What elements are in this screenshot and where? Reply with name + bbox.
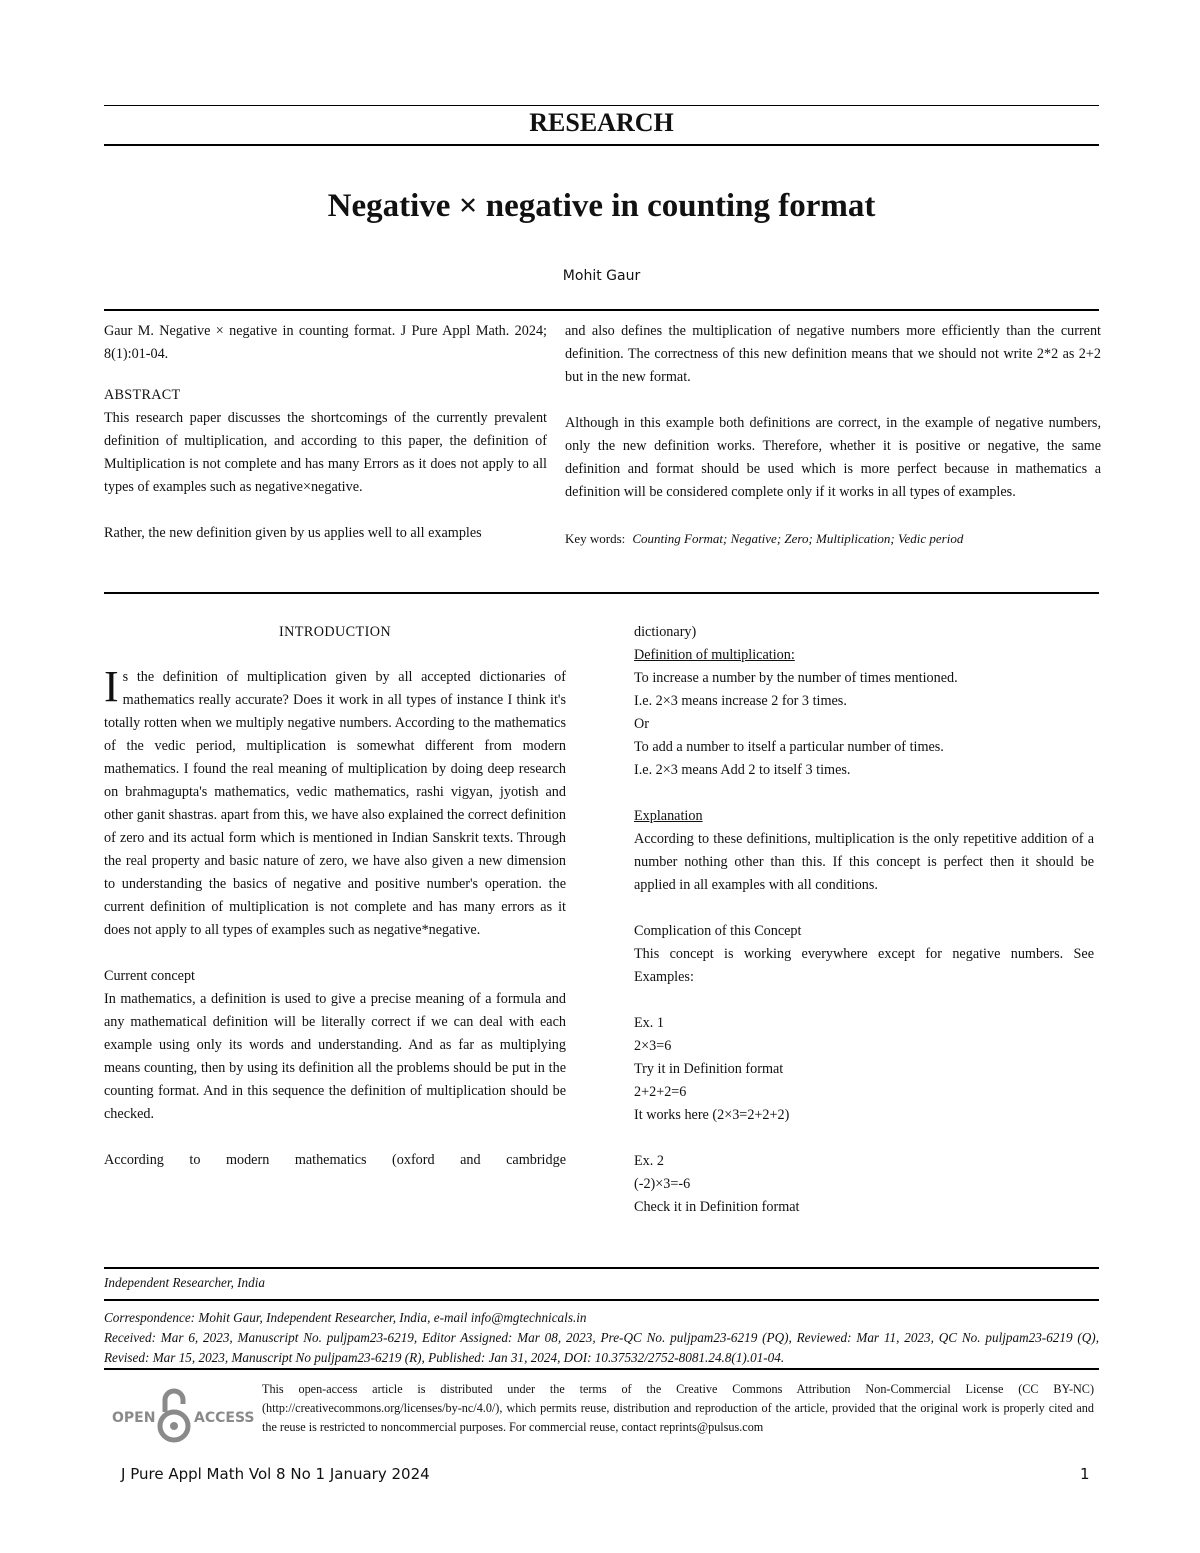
example-1-equation: 2×3=6 [634, 1038, 672, 1054]
introduction-heading: INTRODUCTION [279, 624, 391, 640]
keywords-values: Counting Format; Negative; Zero; Multiplication; Vedic period [632, 531, 964, 546]
abstract-paragraph: This research paper discusses the shortcomings of the currently prevalent definition of multiplication, and according to this paper, the definition of Multiplication is not complete and has many Errors as it does not apply to all types of examples such as negative×negative. [104, 410, 547, 495]
license-text: This open-access article is distributed under the terms of the Creative Commons Attribution Non-Commercial License (CC BY-NC) (http://creativecommons.org/licenses/by-nc/4.0/), which permits reuse, distribution and reproduction of the article, provided that the original work is properly cited and the reuse is restricted to noncommercial purposes. For commercial reuse, contact reprints@pulsus.com [262, 1382, 1094, 1434]
introduction-paragraph [104, 662, 566, 942]
correspondence: Correspondence: Mohit Gaur, Independent Researcher, India, e-mail info@mgtechnicals.in [104, 1310, 587, 1325]
example-2-instruction: Check it in Definition format [634, 1199, 800, 1215]
footnote-top-rule [104, 1267, 1099, 1269]
abstract-paragraph: Rather, the new definition given by us applies well to all examples [104, 525, 482, 541]
publication-dates: Received: Mar 6, 2023, Manuscript No. puljpam23-6219, Editor Assigned: Mar 08, 2023, Pre-QC No. puljpam23-6219 (PQ), Reviewed: Mar 11, 2023, QC No. puljpam23-6219 (Q), Revised: Mar 15, 2023, Manuscript No puljpam23-6219 (R), Published: Jan 31, 2024, DOI: 10.37532/2752-8081.24.8(1).01-04. [104, 1330, 1099, 1365]
modern-math-paragraph: According to modern mathematics (oxford and cambridge [104, 1152, 566, 1168]
open-label: OPEN [112, 1410, 156, 1426]
keywords [565, 527, 1101, 551]
definition-1-example: I.e. 2×3 means increase 2 for 3 times. [634, 693, 847, 709]
abstract-top-rule [104, 309, 1099, 311]
modern-math-continued: dictionary) [634, 624, 697, 640]
page-number: 1 [1080, 1465, 1090, 1483]
introduction-text: s the definition of multiplication given by all accepted dictionaries of mathematics really accurate? Does it work in all types of instance I think it's totally rotten when we multiply negative numbers. According to the mathematics of the vedic period, multiplication is somewhat different from modern mathematics. I found the real meaning of multiplication by doing deep research on brahmagupta's mathematics, vedic mathematics, rashi vigyan, jyotish and other ganit shastras. apart from this, we have also explained the correct definition of zero and its actual form which is mentioned in Indian Sanskrit texts. Through the real property and basic nature of zero, we have also given a new dimension to understanding the basics of negative and positive number's operation. the current definition of multiplication is not complete and has many errors as it does not apply to all types of examples such as negative*negative. [104, 669, 566, 938]
complication-paragraph: This concept is working everywhere except for negative numbers. See Examples: [634, 946, 1094, 985]
explanation-paragraph: According to these definitions, multiplication is the only repetitive addition of a number nothing other than this. If this concept is perfect then it should be applied in all examples with all conditions. [634, 831, 1094, 893]
current-concept-heading: Current concept [104, 968, 195, 984]
footnote-mid-rule [104, 1299, 1099, 1301]
keywords-label: Key words: [565, 531, 626, 546]
citation: Gaur M. Negative × negative in counting format. J Pure Appl Math. 2024; 8(1):01-04. [104, 323, 547, 362]
open-lock-icon [157, 1388, 191, 1444]
example-2-equation: (-2)×3=-6 [634, 1176, 691, 1192]
author-name: Mohit Gaur [562, 268, 641, 284]
footnote-bottom-rule [104, 1368, 1099, 1370]
definition-1: To increase a number by the number of times mentioned. [634, 670, 958, 686]
abstract-bottom-rule [104, 592, 1099, 594]
top-rule [104, 105, 1099, 106]
drop-cap: I [104, 662, 119, 711]
abstract-paragraph: Although in this example both definitions are correct, in the example of negative numbers, only the new definition works. Therefore, whether it is positive or negative, the same definition and format should be used which is more perfect because in mathematics a definition will be considered complete only if it works in all types of examples. [565, 415, 1101, 500]
body-right-column [634, 621, 1094, 1219]
abstract-left-column [104, 320, 547, 545]
example-1-instruction: Try it in Definition format [634, 1061, 784, 1077]
affiliation: Independent Researcher, India [104, 1275, 266, 1290]
example-2-label: Ex. 2 [634, 1153, 664, 1169]
access-label: ACCESS [194, 1410, 255, 1426]
example-1-result: It works here (2×3=2+2+2) [634, 1107, 790, 1123]
definition-2-example: I.e. 2×3 means Add 2 to itself 3 times. [634, 762, 851, 778]
journal-footer: J Pure Appl Math Vol 8 No 1 January 2024 [121, 1465, 430, 1483]
definition-heading: Definition of multiplication: [634, 647, 795, 663]
example-1-sum: 2+2+2=6 [634, 1084, 687, 1100]
section-rule [104, 144, 1099, 146]
or-text: Or [634, 716, 649, 732]
abstract-paragraph: and also defines the multiplication of negative numbers more efficiently than the current definition. The correctness of this new definition means that we should not write 2*2 as 2+2 but in the new format. [565, 323, 1101, 385]
open-access-logo [110, 1386, 260, 1444]
article-title: Negative × negative in counting format [327, 188, 876, 224]
section-label: RESEARCH [529, 108, 674, 137]
abstract-right-column [565, 320, 1101, 551]
example-1-label: Ex. 1 [634, 1015, 664, 1031]
body-left-column [104, 621, 566, 1172]
definition-2: To add a number to itself a particular number of times. [634, 739, 944, 755]
abstract-heading: ABSTRACT [104, 387, 181, 403]
current-concept-paragraph: In mathematics, a definition is used to give a precise meaning of a formula and any mathematical definition will be literally correct if we can deal with each example using only its words and understanding. And as far as multiplying means counting, then by using its definition all the problems should be put in the counting format. And in this sequence the definition of multiplication should be checked. [104, 991, 566, 1122]
complication-heading: Complication of this Concept [634, 923, 802, 939]
explanation-heading: Explanation [634, 808, 703, 824]
